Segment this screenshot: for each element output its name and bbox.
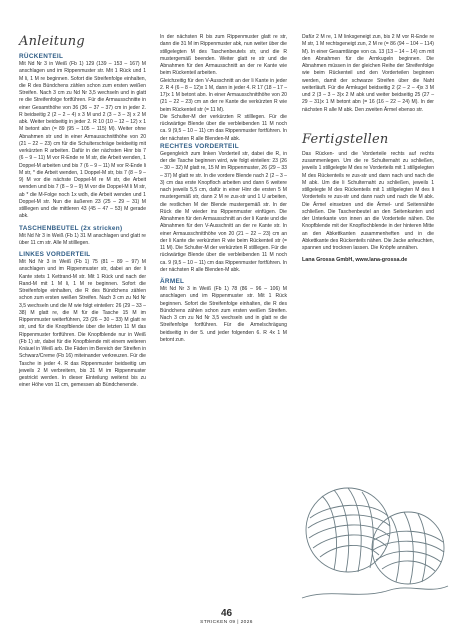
middle-paragraph-3: Die Schulter-M der verkürzten R stilllegen. Für die rückwärtige Blende über die verbleibenden 11 M noch ca. 9 (9,5 – 10 – 11) cm das Rippenmuster fortführen. In der nächsten R alle Blenden-M abk. xyxy=(160,113,287,142)
page-number: 46 xyxy=(220,608,233,619)
yarn-balls-icon xyxy=(300,448,450,603)
section-body-pocket: Mit Nd Nr 3 in Weiß (Fb 1) 31 M anschlagen und glatt re über 11 cm str. Alle M stilllegen. xyxy=(19,232,146,246)
middle-column xyxy=(160,34,287,344)
yarn-thread-icon xyxy=(302,586,448,598)
finishing-title: Fertigstellen xyxy=(302,131,389,147)
section-heading-left-front: LINKES VORDERTEIL xyxy=(19,251,91,258)
section-heading-right-front: RECHTES VORDERTEIL xyxy=(160,142,239,150)
yarn-ball-right-icon xyxy=(372,512,444,584)
section-body-sleeve: Mit Nd Nr 3 in Weiß (Fb 1) 78 (86 – 96 – 106) M anschlagen und im Rippenmuster str. Mit 1 Rück beginnen. Sofort die Streifenfolge einhalten, die R des Bündchens zählen schon zum ersten weißen Streifen. Nach 3 cm zu Nd Nr 3,5 wechseln und in glatt re die Streifenfolge fortführen. Für die Armelschrägung beidseitig in der 5. und jeder folgenden 6. R 4x 1 M betont zun. xyxy=(160,286,287,343)
section-body-left-front: Mit Nd Nr 3 in Weiß (Fb 1) 75 (81 – 89 – 97) M anschlagen und im Rippenmuster str, dabei an der li Kante stets 1 Kettrand-M str. Mit 1 Rück und nach der Rand-M mit 1 M li, 1 M re beginnen. Sofort die Streifenfolge einhalten, die R des Bündchens zählen schon zum ersten weißen Streifen. Nach 3 cm zu Nd Nr 3,5 wechseln und die M wie folgt einteilen: 26 (29 – 33 – 38) M glatt re, die M für die Tasche 15 M im Rippenmuster weiterführen, 23 (26 – 30 – 33) M glatt re str, und für die Knopfblende über die letzten 11 M das Rippenmuster fortführen. Die Knopfblende nur in Weiß (Fb 1) str, dabei für die Knopfblende mit einem weiteren Knäuel in Weiß arb. Die Fäden im Bereich der Streifen in Schwarz/Creme (Fb 16) miteinander verkreuzen. Für die Tasche in jeder 4. R das Rippenmuster beidseitig um jeweils 2 M verbreitern, bis 31 M im Rippenmuster gestrickt werden. In dieser Einteilung weiterst bis zu einer Höhe von 11 cm, gemessen ab Bündchenende. xyxy=(19,259,146,389)
finishing-body: Das Rücken- und die Vorderteile rechts auf rechts zusammenlegen. Um die re Schulternaht zu schließen, jeweils 1 stillgelegte M des re Vorderteils mit 1 stillgelegten M des Rückenteils re zus-str und dann nach und nach die M abk. Um die li Schulternaht zu schließen, jeweils 1 stillgelegte M des Rückenteils mit 1 stillgelegten M des li Vorderteils re zus-str und dann nach und nach die M abk. Die Ärmel einsetzen und die Ärmel- und Seitennähte schließen. Die Taschenbeutel an den Seitenkanten und der Unterkante von innen an die Vorderteile nähen. Die Knopfblende mit der Knopflochblende in der hinteren Mitte an den Abkettkanten zusammenheften und in die Abkettkante des Rückenteils nähen. Die Jacke anfeuchten, spannen und trocknen lassen. Die Knöpfe annähen. xyxy=(302,150,434,251)
middle-paragraph-2: Gleichzeitig für den V-Ausschnitt an der li Kante in jeder 2. R 4 (6 – 8 – 12)x 1 M, dann in jeder 4. R 17 (18 – 17 – 17)x 1 M betont abn. In einer Armausschnitthöhe von 20 (21 – 22 – 23) cm an der re Kante die verkürzten R wie beim Rückenteil str (= 11 M). xyxy=(160,77,287,113)
section-heading-back: RÜCKENTEIL xyxy=(19,53,64,60)
section-heading-sleeve: ÄRMEL xyxy=(160,278,185,285)
section-heading-pocket: TASCHENBEUTEL (2x stricken) xyxy=(19,224,123,232)
left-column xyxy=(19,34,146,390)
right-column xyxy=(302,34,434,265)
sleeve-continued: Dafür 2 M re, 1 M linksgeneigt zun, bis 2 M vor R-Ende re M str, 1 M rechtsgeneigt zun, 2 M re (= 86 (94 – 104 – 114) M). In einer Gesamtlänge von ca. 13 (13 – 14 – 14) cm mit den Abnahmen für die Armkugeln beginnen. Die Abnahmen müssen in der gleichen Reihe der Streifenfolge wie beim Rückenteil und den Vorderteilen beginnen werden, damit der schwarze Streifen über die Naht weiterläuft. Für die Armkugel beidseitig 2 (2 – 2 – 4)x 3 M und 2 (3 – 3 – 3)x 2 M abk und weiter beidseitig 25 (27 – 29 – 31)x 1 M betont abn (= 16 (16 – 22 – 24) M). In der nächsten R alle M abk. Den zweiten Ärmel ebenso str. xyxy=(302,34,434,113)
publication-line: STRICKEN 09 | 2026 xyxy=(200,620,253,625)
instructions-title: Anleitung xyxy=(19,34,85,49)
middle-paragraph-1: In der nächsten R bis zum Rippenmuster glatt re str, dann die 31 M im Rippenmuster abk, nun weiter über die stillgelegten M des Taschenbeutels str, und die R mustergemäß beenden. Weiter glatt re str und die Abnahmen für den Armausschnitt an der re Kante wie beim Rückenteil arbeiten. xyxy=(160,34,287,77)
credit-line: Lana Grossa GmbH, www.lana-grossa.de xyxy=(302,257,408,264)
section-body-back: Mit Nd Nr 3 in Weiß (Fb 1) 129 (139 – 153 – 167) M anschlagen und im Rippenmuster str. Mit 1 Rück und 1 M li, 1 M re beginnen. Sofort die Streifenfolge einhalten, die R des Bündchens zählen schon zum ersten weißen Streifen. Nach 3 cm zu Nd Nr 3,5 wechseln und in glatt re die Streifenfolge fortführen. Für die Armausschnitte in einer Gesamthöhe von 36 (36 – 37 – 37) cm in jeder 2. R beidseitig 2 (2 – 2 – 4) x 3 M und 2 (3 – 3 – 3) x 2 M abk. Weiter beidseitig in jeder 2. R 10 (10 – 12 – 12) x 1 M betont abn (= 89 (95 – 105 – 115) M). Weiter ohne Abnahmen str und in einer Armausschnitthöhe von 20 (21 – 22 – 23) cm für die Schulterschräge beidseitig mit verkürzten R arbeiten. Dafür in der nächsten Hinr bis 7 (6 – 9 – 11) M vor R-Ende re M str, die Arbeit wenden, 1 Doppel-M arbeiten und bis 7 (6 – 9 – 11) M vor R-Ende li M str, * die Arbeit wenden, 1 Doppel-M str, bis 7 (8 – 9 – 9) M vor die nächste Doppel-M re M str, die Arbeit wenden und bis 7 (8 – 9 – 9) M vor die Doppel-M li M str, ab * die M-Folge noch 1x wdh, die Arbeit wenden und 1 Doppel-M str. Nun die äußeren 23 (25 – 29 – 31) M stilllegen und die mittleren 43 (45 – 47 – 53) M gerade abk. xyxy=(19,61,146,220)
section-body-right-front: Gegengleich zum linken Vorderteil str, dabei die R, in der die Tasche beginnen wird, wie folgt einteilen: 23 (26 – 30 – 32) M glatt re, 15 M im Rippenmuster, 26 (29 – 33 – 37) M glatt re str. In die vordere Blende nach 2 (2 – 3 – 3) cm das erste Knopfloch arbeiten und dann 6 weitere nach jeweils 5,5 cm, dafür in einer Hinr die ersten 5 M mustergemäß str, dann 2 M re zus-str und 1 U arbeiten, die restlichen M der Blende mustergemäß str. In der Rück die M wieder ins Rippenmuster einfügen. Die Abnahmen für den Armausschnitt an der li Kante und die Abnahmen für den V-Ausschnitt an der re Kante str. In einer Armausschnitthöhe von 20 (21 – 22 – 23) cm an der li Kante die verkürzten R wie beim Rückenteil str (= 11 M). Die Schulter-M der verkürzten R stilllegen. Für die rückwärtige Blende über die verbleibenden 11 M noch ca. 9 (9,5 – 10 – 11) cm das Rippenmuster fortführen. In der nächsten R alle Blenden-M abk. xyxy=(160,150,287,273)
